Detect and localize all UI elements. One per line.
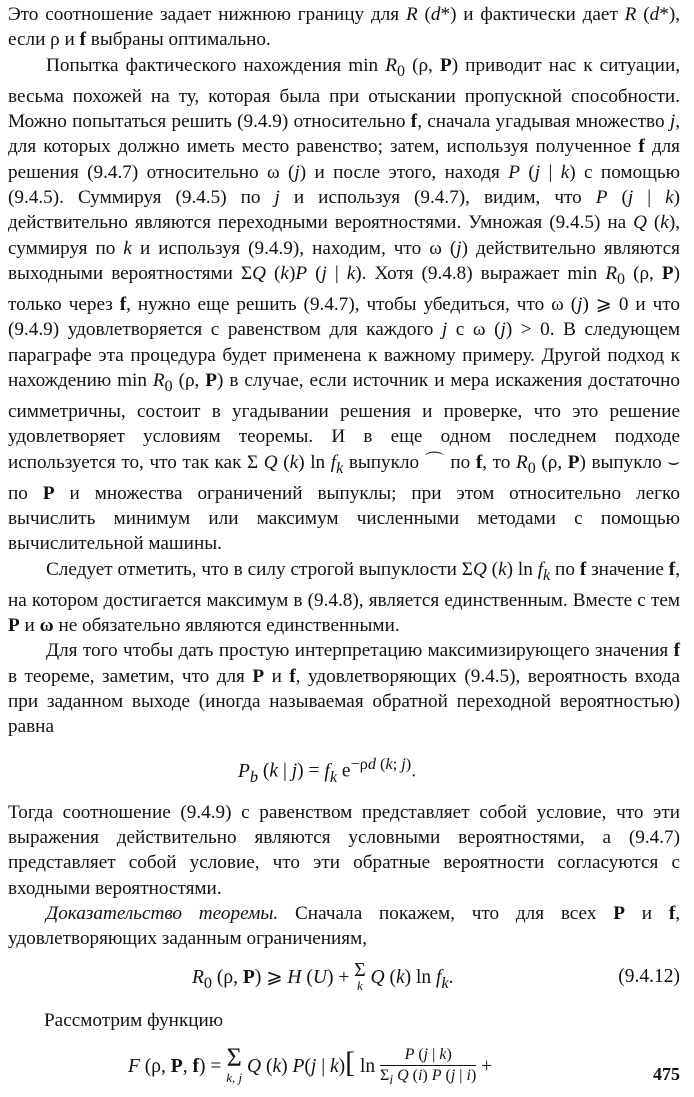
backward-probability-formula: $P_b$ (k | $j) = f_k$ $e^{-\rho d (k; j)}$. (238, 755, 417, 786)
function-definition-formula: F (ρ, P, f) = Σ k, j Q (k) P(j | k)[ ln $\frac{P (j | k)}{\Sigma_i Q (i) P (j | i)}$ + (128, 1042, 493, 1088)
equation-number: (9.4.12) (618, 965, 680, 987)
paragraph-1: Это соотношение задает нижнюю границу для R (d*) и фактически дает R (d*), если ρ и f выбраны оптимально. (8, 4, 680, 51)
consider-label: Рассмотрим функцию (44, 1009, 224, 1031)
page-number: 475 (653, 1064, 680, 1084)
paragraph-4: Для того чтобы дать простую интерпретацию максимизирующего значения f в теореме, заметим, что для P и f, удовлетворяющих (9.4.5), вероятность входа при заданном выходе (иногда называемая обратной переходной вероятностью) равна (8, 640, 680, 738)
paragraph-3: Следует отметить, что в силу строгой выпуклости ΣQ (k) $\ln f_k$ по f значение f, на котором достигается максимум в (9.4.8), является единственным. Вместе с тем P и ω не обязательно являются единственными. (8, 558, 680, 636)
paragraph-5: Тогда соотношение (9.4.9) с равенством представляет собой условие, что эти выражения действительно являются условными вероятностями, а (9.4.7) представляет собой условие, что эти обратные вероятности согласуются с входными вероятностями. (8, 801, 680, 899)
bound-formula-body: $R_0$ (ρ, P) ⩾ H (U) + Σ k Q (k) $\ln f_k$. (192, 959, 454, 993)
document-page (8, 2, 680, 1095)
bound-formula (8, 960, 680, 994)
paragraph-2: Попытка фактического нахождения $\min R_0$ (ρ, P) приводит нас к ситуации, весьма похожей на ту, которая была при отыскании пропускной способности. Можно попытаться решить (9.4.9) относительно f, сначала угадывая множество j, для которых должно иметь место равенство; затем, используя полученное f для решения (9.4.7) относительно ω (j) и после этого, находя P (j | k) с помощью (9.4.5). Суммируя (9.4.5) по j и используя (9.4.7), видим, что P (j | k) действительно являются переходными вероятностями. Умножая (9.4.5) на Q (k), суммируя по k и используя (9.4.9), находим, что ω (j) действительно являются выходными вероятностями ΣQ (k)P (j | k). Хотя (9.4.8) выражает $\min R_0$ (ρ, P) только через f, нужно еще решить (9.4.7), чтобы убедиться, что ω (j) ⩾ 0 и что (9.4.9) удовлетворяется с равенством для каждого j с ω (j) > 0. В следующем параграфе эта процедура будет применена к важному примеру. Другой подход к нахождению $\min R_0$ (ρ, P) в случае, если источник и мера искажения достаточно симметричны, состоит в угадывании решения и проверке, что это решение удовлетворяет условиям теоремы. И в еще одном последнем подходе используется то, что так как Σ Q (k) $\ln f_k$ выпукло ⌒ по f, то $R_0$ (ρ, P) выпукло ⌣ по P и множества ограничений выпуклы; при этом относительно легко вычислить минимум или максимум численными методами с помощью вычислительной машины. (8, 54, 681, 555)
paragraph-6: Доказательство теоремы. Сначала покажем, что для всех P и f, удовлетворяющих заданным ограничениям, (8, 903, 681, 950)
